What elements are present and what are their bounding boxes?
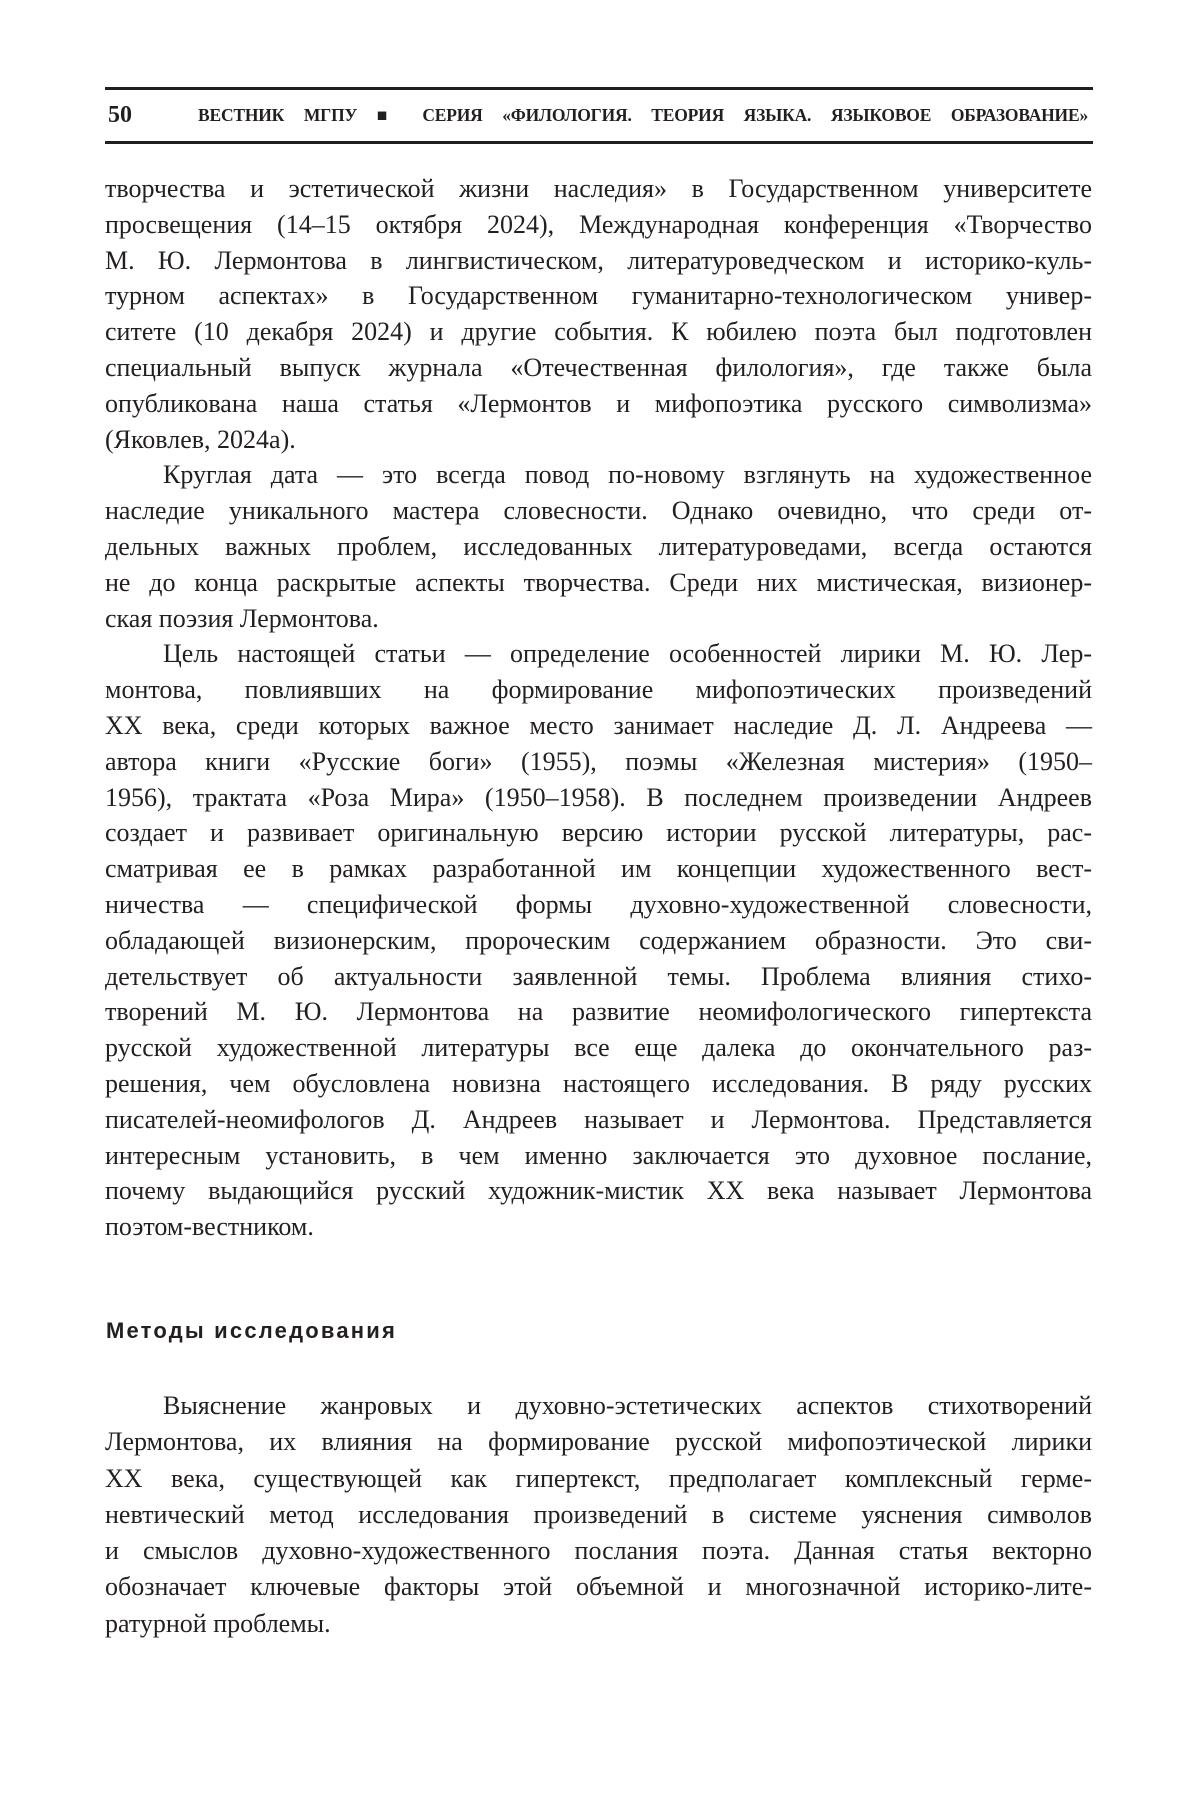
text-line: интересным установить, в чем именно заключается это духовное послание, [105, 1138, 1092, 1174]
text-line: ская поэзия Лермонтова. [105, 601, 1092, 637]
text-line: наследие уникального мастера словесности. Однако очевидно, что среди от- [105, 493, 1092, 529]
text-line: творений М. Ю. Лермонтова на развитие неомифологического гипертекста [105, 994, 1092, 1030]
text-line: ратурной проблемы. [105, 1606, 1092, 1642]
text-line: дельных важных проблем, исследованных литературоведами, всегда остаются [105, 529, 1092, 565]
text-line: создает и развивает оригинальную версию истории русской литературы, рас- [105, 815, 1092, 851]
page-number: 50 [108, 100, 132, 130]
header-bottom-rule [105, 141, 1093, 144]
running-title: ВЕСТНИК МГПУ ■ СЕРИЯ «ФИЛОЛОГИЯ. ТЕОРИЯ ЯЗЫКА. ЯЗЫКОВОЕ ОБРАЗОВАНИЕ» [198, 100, 1088, 130]
methods-paragraph [105, 1388, 1092, 1642]
text-line: и смыслов духовно-художественного послания поэта. Данная статья векторно [105, 1533, 1092, 1569]
header-top-rule [105, 87, 1093, 90]
text-line: невтический метод исследования произведений в системе уяснения символов [105, 1497, 1092, 1533]
text-line: специальный выпуск журнала «Отечественная филология», где также была [105, 350, 1092, 386]
text-line: поэтом-вестником. [105, 1209, 1092, 1245]
body-text [105, 171, 1092, 1245]
text-line: монтова, повлиявших на формирование мифопоэтических произведений [105, 672, 1092, 708]
text-line: Выяснение жанровых и духовно-эстетических аспектов стихотворений [105, 1388, 1092, 1424]
text-line: 1956), трактата «Роза Мира» (1950–1958). В последнем произведении Андреев [105, 780, 1092, 816]
text-line: Круглая дата — это всегда повод по-новому взглянуть на художественное [105, 457, 1092, 493]
text-line: детельствует об актуальности заявленной темы. Проблема влияния стихо- [105, 959, 1092, 995]
text-line: XX века, среди которых важное место занимает наследие Д. Л. Андреева — [105, 708, 1092, 744]
text-line: обладающей визионерским, пророческим содержанием образности. Это сви- [105, 923, 1092, 959]
text-line: не до конца раскрытые аспекты творчества. Среди них мистическая, визионер- [105, 565, 1092, 601]
text-line: русской художественной литературы все еще далека до окончательного раз- [105, 1030, 1092, 1066]
text-line: опубликована наша статья «Лермонтов и мифопоэтика русского символизма» [105, 386, 1092, 422]
text-line: (Яковлев, 2024а). [105, 422, 1092, 458]
text-line: сматривая ее в рамках разработанной им концепции художественного вест- [105, 851, 1092, 887]
text-line: ничества — специфической формы духовно-художественной словесности, [105, 887, 1092, 923]
text-line: творчества и эстетической жизни наследия» в Государственном университете [105, 171, 1092, 207]
text-line: просвещения (14–15 октября 2024), Международная конференция «Творчество [105, 207, 1092, 243]
text-line: XX века, существующей как гипертекст, предполагает комплексный герме- [105, 1461, 1092, 1497]
text-line: турном аспектах» в Государственном гуманитарно-технологическом универ- [105, 278, 1092, 314]
section-heading: Методы исследования [106, 1318, 397, 1344]
text-line: решения, чем обусловлена новизна настоящего исследования. В ряду русских [105, 1066, 1092, 1102]
text-line: обозначает ключевые факторы этой объемной и многозначной историко-лите- [105, 1569, 1092, 1605]
text-line: почему выдающийся русский художник-мистик XX века называет Лермонтова [105, 1173, 1092, 1209]
text-line: Лермонтова, их влияния на формирование русской мифопоэтической лирики [105, 1424, 1092, 1460]
text-line: автора книги «Русские боги» (1955), поэмы «Железная мистерия» (1950– [105, 744, 1092, 780]
text-line: Цель настоящей статьи — определение особенностей лирики М. Ю. Лер- [105, 636, 1092, 672]
text-line: писателей-неомифологов Д. Андреев называет и Лермонтова. Представляется [105, 1102, 1092, 1138]
text-line: М. Ю. Лермонтова в лингвистическом, литературоведческом и историко-куль- [105, 243, 1092, 279]
text-line: ситете (10 декабря 2024) и другие события. К юбилею поэта был подготовлен [105, 314, 1092, 350]
